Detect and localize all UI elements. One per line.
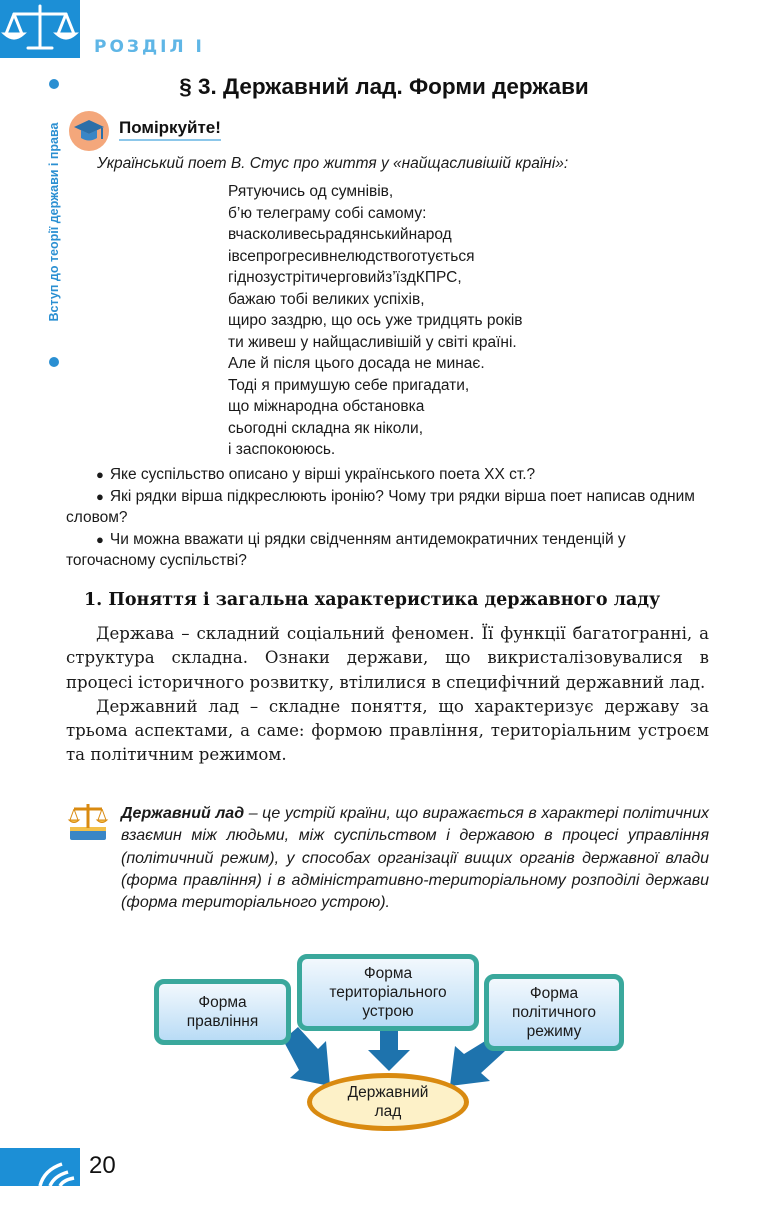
section-logo [0,0,80,58]
question-list [66,464,712,572]
definition-block [121,803,709,914]
poem-line: б’ю телеграму собі самому: [228,204,427,222]
graduation-cap-icon [68,110,110,152]
definition-term: Державний лад [121,805,245,822]
question-text: Яке суспільство описано у вірші українського поета ХХ ст.? [109,466,536,483]
signal-waves-icon [0,1148,80,1186]
definition-text: – це устрій країни, що виражається в характері політичних взаємин між людьми, між суспільством і державою в процесі управління (політичний режим), у способах організації вищих органів державної влади (форма правління) і в адміністративно-територіальному розподілі держави (форма територіального устрою). [121,805,710,912]
body-text [66,622,709,768]
page-title [0,74,782,100]
question-item [66,486,712,529]
arrow-center [368,1031,410,1071]
diagram-box-territorial-structure [297,954,479,1031]
question-item [66,464,712,486]
poem-line: Тоді я примушую себе пригадати, [228,376,470,394]
bullet-icon: ● [96,467,104,482]
poem-line: івсепрогресивнелюдствоготується [228,247,475,265]
poem-line: сьогодні складна як ніколи, [228,419,424,437]
bullet-icon: ● [96,531,104,547]
poem-line: щиро заздрю, що ось уже тридцять років [228,312,523,329]
think-heading: Поміркуйте! [119,118,221,141]
diagram-box-label: Форма територіального устрою [329,965,447,1020]
page-number: 20 [89,1152,116,1179]
intro-line: Український поет В. Стус про життя у «найщасливішій країні»: [97,155,569,172]
poem-line: і заспокоююсь. [228,441,336,458]
diagram-box-label: Форма правління [186,994,259,1030]
diagram-box-political-regime [484,974,624,1051]
poem-line: гіднозустрітичерговийз’їздКПРС, [228,269,462,286]
footer-bar [0,1148,80,1186]
poem-line: Але й після цього досада не минає. [228,355,485,372]
subsection-heading: 1. Поняття і загальна характеристика державного ладу [84,590,661,610]
scales-book-icon [66,800,110,844]
question-item [66,529,712,572]
paragraph: Державний лад – складне поняття, що характеризує державу за трьома аспектами, а саме: формою правління, територіальним устроєм та політичним режимом. [66,696,709,765]
diagram-center-label: Державний лад [347,1084,429,1120]
side-chapter-label: Вступ до теорії держави і права [47,122,61,322]
page-title-text: § 3. Державний лад. Форми держави [179,74,589,99]
paragraph: Держава – складний соціальний феномен. Її функції багатогранні, а структура складна. Ознаки держави, що викристалізовувалися в процесі історичного розвитку, втілилися в специфічний державний лад. [66,624,709,692]
section-label: РОЗДІЛ І [94,37,205,57]
poem-line: Рятуючись од сумнівів, [228,183,394,200]
diagram-box-label: Форма політичного режиму [511,985,597,1040]
question-text: Чи можна вважати ці рядки свідченням антидемократичних тенденцій у тогочасному суспільстві? [66,530,626,569]
question-text: Які рядки вірша підкреслюють іронію? Чому три рядки вірша поет написав одним словом? [66,487,695,526]
poem-line: бажаю тобі великих успіхів, [228,290,425,308]
diagram-center-state-system [307,1073,469,1131]
poem-line: ти живеш у найщасливішій у світі країні. [228,333,517,351]
poem-line: вчасколивесьрадянськийнарод [228,226,452,243]
poem [228,181,523,461]
diagram-box-form-government [154,979,291,1045]
side-dot-bottom [49,357,59,367]
poem-line: що міжнародна обстановка [228,398,425,415]
scales-icon [0,0,80,58]
bullet-icon: ● [96,488,104,504]
